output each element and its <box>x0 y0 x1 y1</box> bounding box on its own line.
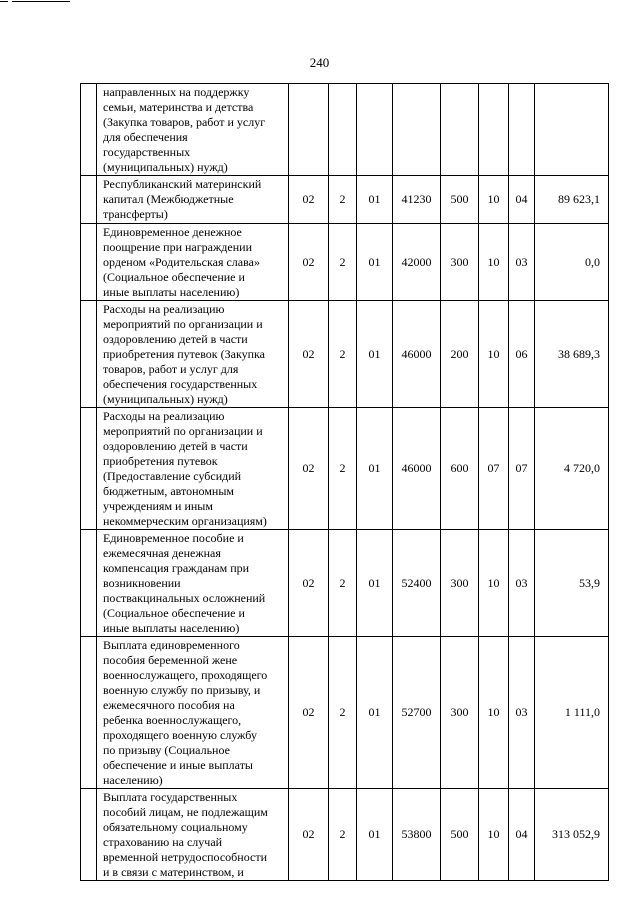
chapter-code-cell: 10 <box>479 176 509 224</box>
subsection-code-cell: 07 <box>509 408 535 530</box>
amount-cell <box>535 84 609 176</box>
page-number: 240 <box>309 55 330 70</box>
subprogram-code-cell: 2 <box>329 789 357 881</box>
chapter-code-cell: 10 <box>479 637 509 789</box>
direction-code-cell: 52400 <box>393 530 441 637</box>
subsection-code-cell: 03 <box>509 637 535 789</box>
expense-name-line: приобретения путевок (Закупка <box>103 347 266 361</box>
expense-name-line: Расходы на реализацию <box>103 409 225 423</box>
expense-name-cell <box>97 301 289 408</box>
expense-name-cell <box>97 637 289 789</box>
scan-corner-mark <box>0 0 70 3</box>
expense-name-line: военнослужащего, проходящего <box>103 668 268 682</box>
section-code-cell: 02 <box>289 789 329 881</box>
expense-name-line: приобретения путевок <box>103 454 218 468</box>
expense-name-line: проходящего военную службу <box>103 728 257 742</box>
chapter-code-cell <box>479 84 509 176</box>
subsection-code-cell: 04 <box>509 789 535 881</box>
amount-cell: 313 052,9 <box>535 789 609 881</box>
expense-name-line: обязательному социальному <box>103 820 248 834</box>
expense-name-line: ежемесячного пособия на <box>103 698 235 712</box>
direction-code-cell: 42000 <box>393 224 441 301</box>
subprogram-code-cell: 2 <box>329 408 357 530</box>
expense-name-line: населению) <box>103 773 163 787</box>
subsection-code-cell: 03 <box>509 224 535 301</box>
expense-type-code-cell: 300 <box>441 530 479 637</box>
subsection-code-cell: 04 <box>509 176 535 224</box>
chapter-code-cell: 10 <box>479 530 509 637</box>
expense-name-line: иные выплаты населению) <box>103 621 240 635</box>
expense-name-line: оздоровлению детей в части <box>103 439 248 453</box>
row-blank-cell <box>81 224 97 301</box>
direction-code-cell: 46000 <box>393 301 441 408</box>
expense-name-line: (муниципальных) нужд) <box>103 392 228 406</box>
expense-name-cell <box>97 224 289 301</box>
expense-name-line: Республиканский материнский <box>103 177 262 191</box>
expense-type-code-cell: 300 <box>441 637 479 789</box>
expense-name-line: (Предоставление субсидий <box>103 469 242 483</box>
chapter-code-cell: 07 <box>479 408 509 530</box>
subprogram-code-cell: 2 <box>329 301 357 408</box>
expense-type-code-cell: 200 <box>441 301 479 408</box>
table-row <box>81 224 609 301</box>
expense-name-line: ежемесячная денежная <box>103 546 221 560</box>
expense-name-line: пособия беременной жене <box>103 653 238 667</box>
expense-name-line: Выплата государственных <box>103 790 238 804</box>
main-event-code-cell <box>357 84 393 176</box>
section-code-cell: 02 <box>289 637 329 789</box>
row-blank-cell <box>81 637 97 789</box>
chapter-code-cell: 10 <box>479 301 509 408</box>
expense-type-code-cell: 500 <box>441 176 479 224</box>
expense-name-line: (Социальное обеспечение и <box>103 270 245 284</box>
section-code-cell: 02 <box>289 224 329 301</box>
budget-table <box>80 83 609 881</box>
expense-name-line: направленных на поддержку <box>103 85 250 99</box>
expense-name-line: возникновении <box>103 576 181 590</box>
expense-name-line: для обеспечения <box>103 130 188 144</box>
expense-name-line: мероприятий по организации и <box>103 317 263 331</box>
direction-code-cell <box>393 84 441 176</box>
expense-name-line: бюджетным, автономным <box>103 484 234 498</box>
expense-name-line: ребенка военнослужащего, <box>103 713 242 727</box>
expense-name-line: и в связи с материнством, и <box>103 865 244 879</box>
table-row <box>81 301 609 408</box>
expense-name-cell <box>97 530 289 637</box>
expense-name-line: Расходы на реализацию <box>103 302 225 316</box>
row-blank-cell <box>81 789 97 881</box>
main-event-code-cell: 01 <box>357 530 393 637</box>
expense-name-cell <box>97 408 289 530</box>
direction-code-cell: 46000 <box>393 408 441 530</box>
subprogram-code-cell: 2 <box>329 224 357 301</box>
amount-cell: 38 689,3 <box>535 301 609 408</box>
expense-name-line: капитал (Межбюджетные <box>103 192 234 206</box>
chapter-code-cell: 10 <box>479 224 509 301</box>
amount-cell: 1 111,0 <box>535 637 609 789</box>
expense-name-line: военную службу по призыву, и <box>103 683 261 697</box>
chapter-code-cell: 10 <box>479 789 509 881</box>
expense-name-line: орденом «Родительская слава» <box>103 255 260 269</box>
direction-code-cell: 41230 <box>393 176 441 224</box>
expense-type-code-cell <box>441 84 479 176</box>
section-code-cell: 02 <box>289 176 329 224</box>
subprogram-code-cell <box>329 84 357 176</box>
table-row <box>81 408 609 530</box>
main-event-code-cell: 01 <box>357 301 393 408</box>
expense-name-cell <box>97 84 289 176</box>
expense-name-cell <box>97 789 289 881</box>
expense-name-line: (Социальное обеспечение и <box>103 606 245 620</box>
subprogram-code-cell: 2 <box>329 530 357 637</box>
main-event-code-cell: 01 <box>357 789 393 881</box>
main-event-code-cell: 01 <box>357 408 393 530</box>
subprogram-code-cell: 2 <box>329 176 357 224</box>
table-row <box>81 176 609 224</box>
expense-name-line: обеспечения государственных <box>103 377 258 391</box>
expense-name-line: иные выплаты населению) <box>103 285 240 299</box>
direction-code-cell: 52700 <box>393 637 441 789</box>
expense-name-line: поствакцинальных осложнений <box>103 591 266 605</box>
row-blank-cell <box>81 176 97 224</box>
subprogram-code-cell: 2 <box>329 637 357 789</box>
table-row <box>81 530 609 637</box>
main-event-code-cell: 01 <box>357 176 393 224</box>
expense-name-line: (муниципальных) нужд) <box>103 160 228 174</box>
amount-cell: 4 720,0 <box>535 408 609 530</box>
row-blank-cell <box>81 84 97 176</box>
expense-name-line: пособий лицам, не подлежащим <box>103 805 268 819</box>
expense-name-line: оздоровлению детей в части <box>103 332 248 346</box>
expense-name-line: государственных <box>103 145 191 159</box>
expense-name-line: трансферты) <box>103 207 168 221</box>
row-blank-cell <box>81 408 97 530</box>
expense-name-line: Единовременное денежное <box>103 225 242 239</box>
amount-cell: 89 623,1 <box>535 176 609 224</box>
section-code-cell: 02 <box>289 530 329 637</box>
expense-name-cell <box>97 176 289 224</box>
table-row <box>81 84 609 176</box>
section-code-cell: 02 <box>289 408 329 530</box>
expense-name-line: Выплата единовременного <box>103 638 240 652</box>
main-event-code-cell: 01 <box>357 224 393 301</box>
expense-name-line: компенсация гражданам при <box>103 561 250 575</box>
expense-name-line: (Закупка товаров, работ и услуг <box>103 115 266 129</box>
subsection-code-cell: 03 <box>509 530 535 637</box>
subsection-code-cell: 06 <box>509 301 535 408</box>
expense-name-line: мероприятий по организации и <box>103 424 263 438</box>
expense-name-line: Единовременное пособие и <box>103 531 244 545</box>
main-event-code-cell: 01 <box>357 637 393 789</box>
row-blank-cell <box>81 301 97 408</box>
expense-name-line: некоммерческим организациям) <box>103 514 267 528</box>
table-row <box>81 637 609 789</box>
direction-code-cell: 53800 <box>393 789 441 881</box>
expense-type-code-cell: 500 <box>441 789 479 881</box>
expense-name-line: временной нетрудоспособности <box>103 850 267 864</box>
expense-name-line: по призыву (Социальное <box>103 743 230 757</box>
expense-name-line: семьи, материнства и детства <box>103 100 254 114</box>
expense-name-line: страхованию на случай <box>103 835 223 849</box>
expense-name-line: обеспечение и иные выплаты <box>103 758 253 772</box>
expense-name-line: учреждениям и иным <box>103 499 213 513</box>
expense-name-line: поощрение при награждении <box>103 240 252 254</box>
expense-type-code-cell: 600 <box>441 408 479 530</box>
section-code-cell: 02 <box>289 301 329 408</box>
expense-name-line: товаров, работ и услуг для <box>103 362 239 376</box>
expense-type-code-cell: 300 <box>441 224 479 301</box>
subsection-code-cell <box>509 84 535 176</box>
amount-cell: 0,0 <box>535 224 609 301</box>
budget-table-body <box>81 84 609 881</box>
row-blank-cell <box>81 530 97 637</box>
table-row <box>81 789 609 881</box>
amount-cell: 53,9 <box>535 530 609 637</box>
section-code-cell <box>289 84 329 176</box>
